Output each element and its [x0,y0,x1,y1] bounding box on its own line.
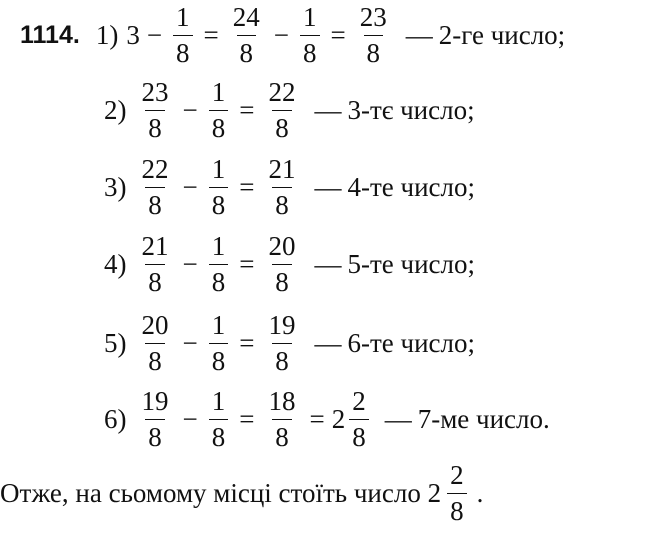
fraction-numerator: 1 [211,309,226,340]
fraction [139,385,172,452]
step-line [104,75,475,145]
fraction-denominator: 8 [145,419,165,451]
math-operator: − [182,403,198,434]
math-operator: − [182,94,198,125]
fraction-numerator: 1 [211,153,226,184]
fraction-denominator: 8 [272,343,292,375]
fraction-denominator: 8 [145,187,165,219]
fraction-denominator: 8 [272,419,292,451]
step-label: 3-тє число; [347,94,475,125]
fraction-numerator: 23 [141,76,169,107]
fraction-numerator: 1 [303,1,317,32]
fraction [209,153,229,220]
math-number: 3 [126,19,140,50]
fraction-denominator: 8 [209,419,229,451]
fraction-numerator: 2 [352,385,366,416]
math-operator: − [146,19,163,50]
fraction-numerator: 20 [268,230,296,261]
fraction [357,1,390,68]
fraction-numerator: 18 [268,385,296,416]
fraction [139,309,172,376]
step-label: 7-ме число. [417,403,550,434]
step-index: 4) [104,248,127,279]
fraction-numerator: 23 [359,1,387,32]
math-operator: = [330,19,346,50]
step-index: 3) [104,171,127,202]
fraction-denominator: 8 [145,110,165,142]
step-line [104,152,475,222]
fraction-denominator: 8 [447,493,467,525]
math-number: 2 [331,403,346,434]
step-label: 5-те число; [347,248,475,279]
fraction-numerator: 1 [211,385,226,416]
em-dash: — [384,403,412,434]
fraction [139,230,172,297]
fraction [209,385,229,452]
step-index: 2) [104,94,127,125]
fraction [265,385,298,452]
fraction-numerator: 21 [141,230,169,261]
fraction-denominator: 8 [209,343,229,375]
em-dash: — [314,327,342,358]
fraction-denominator: 8 [272,187,292,219]
math-operator: = [239,248,255,279]
math-operator: = [203,19,219,50]
fraction [209,230,229,297]
em-dash: — [314,248,342,279]
fraction-numerator: 1 [211,230,226,261]
fraction [265,76,298,143]
fraction [173,1,193,68]
step-label: 4-те число; [347,171,475,202]
fraction-numerator: 1 [211,76,226,107]
math-operator: = [239,327,255,358]
fraction-numerator: 20 [141,309,169,340]
fraction-numerator: 22 [141,153,169,184]
math-operator: − [182,248,198,279]
fraction-numerator: 21 [268,153,296,184]
step-label: 6-те число; [347,327,475,358]
em-dash: — [314,171,342,202]
math-operator: − [273,19,290,50]
fraction-denominator: 8 [364,35,384,67]
fraction-numerator: 24 [232,1,260,32]
conclusion-period: . [476,477,484,508]
fraction [300,1,320,68]
conclusion-text: Отже, на сьомому місці стоїть число 2 [0,477,442,508]
fraction [209,76,229,143]
em-dash: — [314,94,342,125]
fraction [265,309,298,376]
fraction-denominator: 8 [272,110,292,142]
fraction-numerator: 19 [268,309,296,340]
fraction [265,153,298,220]
fraction-denominator: 8 [209,187,229,219]
step-index: 1) [95,19,119,50]
fraction-denominator: 8 [237,35,257,67]
conclusion-line [0,458,483,528]
fraction-denominator: 8 [173,35,193,67]
fraction-numerator: 19 [141,385,169,416]
fraction [265,230,298,297]
fraction [139,153,172,220]
step-line [104,229,475,299]
fraction-denominator: 8 [300,35,320,67]
fraction-numerator: 1 [176,1,190,32]
conclusion-fraction [447,459,467,526]
math-operator: − [182,327,198,358]
fraction-numerator: 22 [268,76,296,107]
step-index: 6) [104,403,127,434]
fraction-denominator: 8 [272,264,292,296]
step-line [20,0,565,70]
fraction-denominator: 8 [209,110,229,142]
problem-number: 1114. [20,20,80,49]
step-label: 2-ге число; [438,19,566,50]
math-operator: = [239,94,255,125]
fraction [230,1,263,68]
fraction-denominator: 8 [349,419,369,451]
math-operator: = [239,403,255,434]
step-line [104,384,550,454]
math-operator: − [182,171,198,202]
em-dash: — [405,19,433,50]
step-index: 5) [104,327,127,358]
fraction-numerator: 2 [450,459,464,490]
fraction [139,76,172,143]
fraction [349,385,369,452]
step-line [104,308,475,378]
fraction [209,309,229,376]
math-operator: = [239,171,255,202]
fraction-denominator: 8 [209,264,229,296]
math-operator: = [309,403,325,434]
fraction-denominator: 8 [145,343,165,375]
fraction-denominator: 8 [145,264,165,296]
